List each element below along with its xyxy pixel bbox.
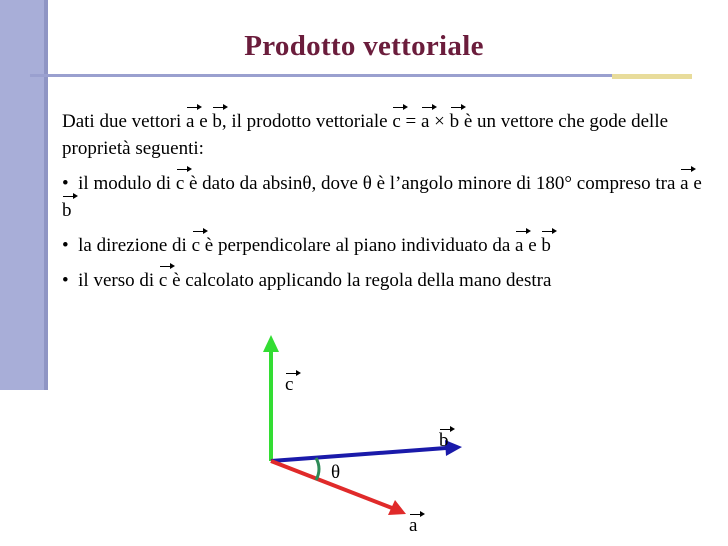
vector-b: b (62, 197, 72, 224)
vector-b: b (541, 232, 551, 259)
vector-a: a (680, 170, 688, 197)
label-theta: θ (331, 462, 341, 483)
intro-paragraph: Dati due vettori a e b, il prodotto vettoriale c = a × b è un vettore che gode delle proprietà seguenti: (62, 108, 702, 162)
vector-b: b (212, 108, 222, 135)
bullet-modulus: • il modulo di c è dato da absinθ, dove θ è l’angolo minore di 180° compreso tra a e b (62, 170, 702, 224)
vector-c-arrowhead (263, 335, 279, 352)
vector-c: c (176, 170, 184, 197)
label-c: c (285, 374, 294, 395)
label-b: b (439, 430, 449, 451)
vector-b: b (450, 108, 460, 135)
vector-b-line (271, 448, 446, 461)
vector-a: a (421, 108, 429, 135)
theta-arc (316, 458, 319, 480)
slide-title: Prodotto vettoriale (244, 30, 484, 62)
bullet-direction: • la direzione di c è perpendicolare al piano individuato da a e b (62, 232, 702, 259)
bullet-orientation: • il verso di c è calcolato applicando la regola della mano destra (62, 267, 702, 294)
vector-a: a (186, 108, 194, 135)
vector-c: c (392, 108, 400, 135)
vector-a: a (515, 232, 523, 259)
vector-c: c (192, 232, 200, 259)
label-a: a (409, 515, 418, 536)
vector-c: c (159, 267, 167, 294)
